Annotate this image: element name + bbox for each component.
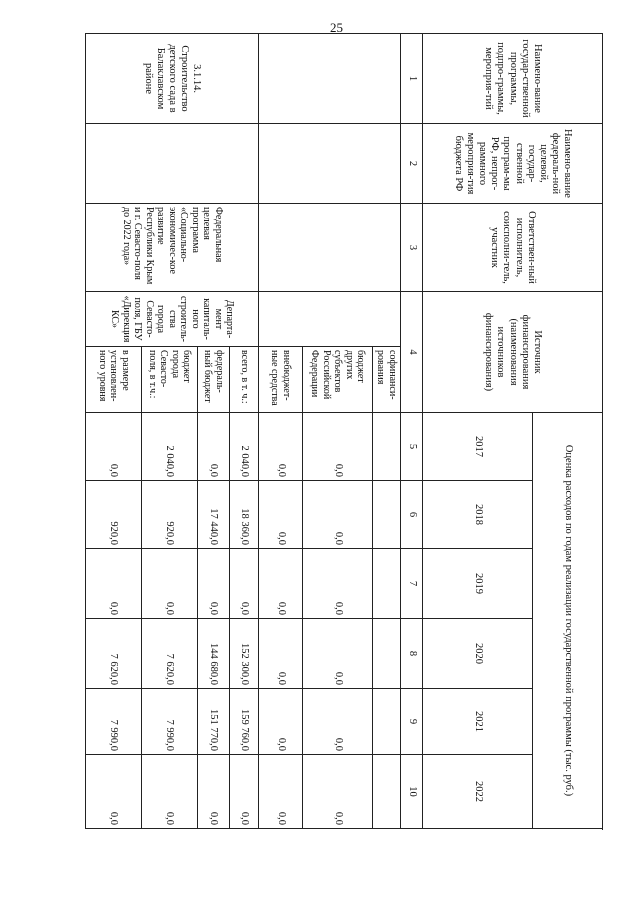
source-cell: всего, в т. ч.: [229,347,258,413]
header-col3: Ответствен-ный исполнитель, соисполни-тель, участник [423,204,603,292]
value-cell: 0,0 [259,549,303,619]
value-cell: 0,0 [141,755,197,829]
value-cell: 0,0 [85,755,141,829]
value-cell: 920,0 [141,481,197,549]
value-cell [373,689,401,755]
header-col4: Источник финансирования (наименования источников финансирования) [423,292,603,413]
source-cell: в размере установлен-ного уровня [85,347,141,413]
value-cell: 2 040,0 [141,413,197,481]
value-cell: 144 680,0 [197,619,229,689]
value-cell [373,549,401,619]
column-number: 8 [401,619,423,689]
header-col1: Наимено-вание государ-ственной программы, подпро-граммы, мероприя-тий [423,34,603,124]
value-cell: 0,0 [197,413,229,481]
value-cell: 0,0 [303,413,373,481]
column-number: 1 [401,34,423,124]
value-cell: 18 360,0 [229,481,258,549]
column-number: 10 [401,755,423,829]
value-cell: 0,0 [303,619,373,689]
value-cell: 0,0 [197,549,229,619]
column-number: 3 [401,204,423,292]
value-cell: 0,0 [259,755,303,829]
blank-cell [259,34,401,124]
measure-name: 3.1.14. Строительство детского сада в Балаклавском районе [85,34,258,124]
value-cell: 0,0 [197,755,229,829]
value-cell: 0,0 [303,755,373,829]
value-cell: 0,0 [303,689,373,755]
value-cell: 17 440,0 [197,481,229,549]
blank-cell [85,124,258,204]
header-year: 2019 [423,549,533,619]
value-cell: 0,0 [85,549,141,619]
value-cell: 0,0 [259,689,303,755]
column-number: 5 [401,413,423,481]
value-cell: 151 770,0 [197,689,229,755]
value-cell: 0,0 [259,481,303,549]
header-year: 2020 [423,619,533,689]
source-cell: софинанси-рования [373,347,401,413]
blank-cell [259,124,401,204]
executor-name: Департа-мент капиталь-ного строитель-ства города Севасто-поля, ГБУ «Дирекция КС» [85,292,258,347]
header-year: 2021 [423,689,533,755]
source-cell: федераль-ный бюджет [197,347,229,413]
value-cell: 7 620,0 [141,619,197,689]
header-estimate: Оценка расходов по годам реализации государственной программы (тыс. руб.) [533,413,603,829]
value-cell: 7 990,0 [85,689,141,755]
value-cell: 2 040,0 [229,413,258,481]
source-cell: внебюджет-ные средства [259,347,303,413]
header-year: 2018 [423,481,533,549]
value-cell: 0,0 [303,481,373,549]
value-cell: 0,0 [141,549,197,619]
column-number: 9 [401,689,423,755]
value-cell [373,755,401,829]
value-cell: 920,0 [85,481,141,549]
column-number: 4 [401,292,423,413]
value-cell: 0,0 [229,549,258,619]
value-cell: 7 990,0 [141,689,197,755]
header-year: 2022 [423,755,533,829]
column-number: 6 [401,481,423,549]
column-number: 2 [401,124,423,204]
column-number: 7 [401,549,423,619]
value-cell: 7 620,0 [85,619,141,689]
value-cell [373,481,401,549]
header-col2: Наимено-вание федераль-ной целевой, государ-ственной програм-мы РФ, непрог-раммного мероприя-тия бюджета РФ [423,124,603,204]
blank-cell [259,292,401,347]
header-year: 2017 [423,413,533,481]
source-cell: бюджет других субъектов Российской Федерации [303,347,373,413]
value-cell: 0,0 [259,619,303,689]
budget-table [85,33,603,829]
value-cell: 159 760,0 [229,689,258,755]
value-cell [373,413,401,481]
value-cell: 0,0 [85,413,141,481]
program-name: Федеральная целевая программа «Социально-экономичес-кое развитие Республики Крым и г. Севасто-поля до 2022 года» [85,204,258,292]
blank-cell [259,204,401,292]
value-cell: 0,0 [259,413,303,481]
value-cell: 152 300,0 [229,619,258,689]
rotated-table-wrapper [89,33,603,828]
value-cell: 0,0 [229,755,258,829]
value-cell: 0,0 [303,549,373,619]
page-number: 25 [330,20,343,35]
source-cell: бюджет города Севасто-поля, в т.ч.: [141,347,197,413]
value-cell [373,619,401,689]
